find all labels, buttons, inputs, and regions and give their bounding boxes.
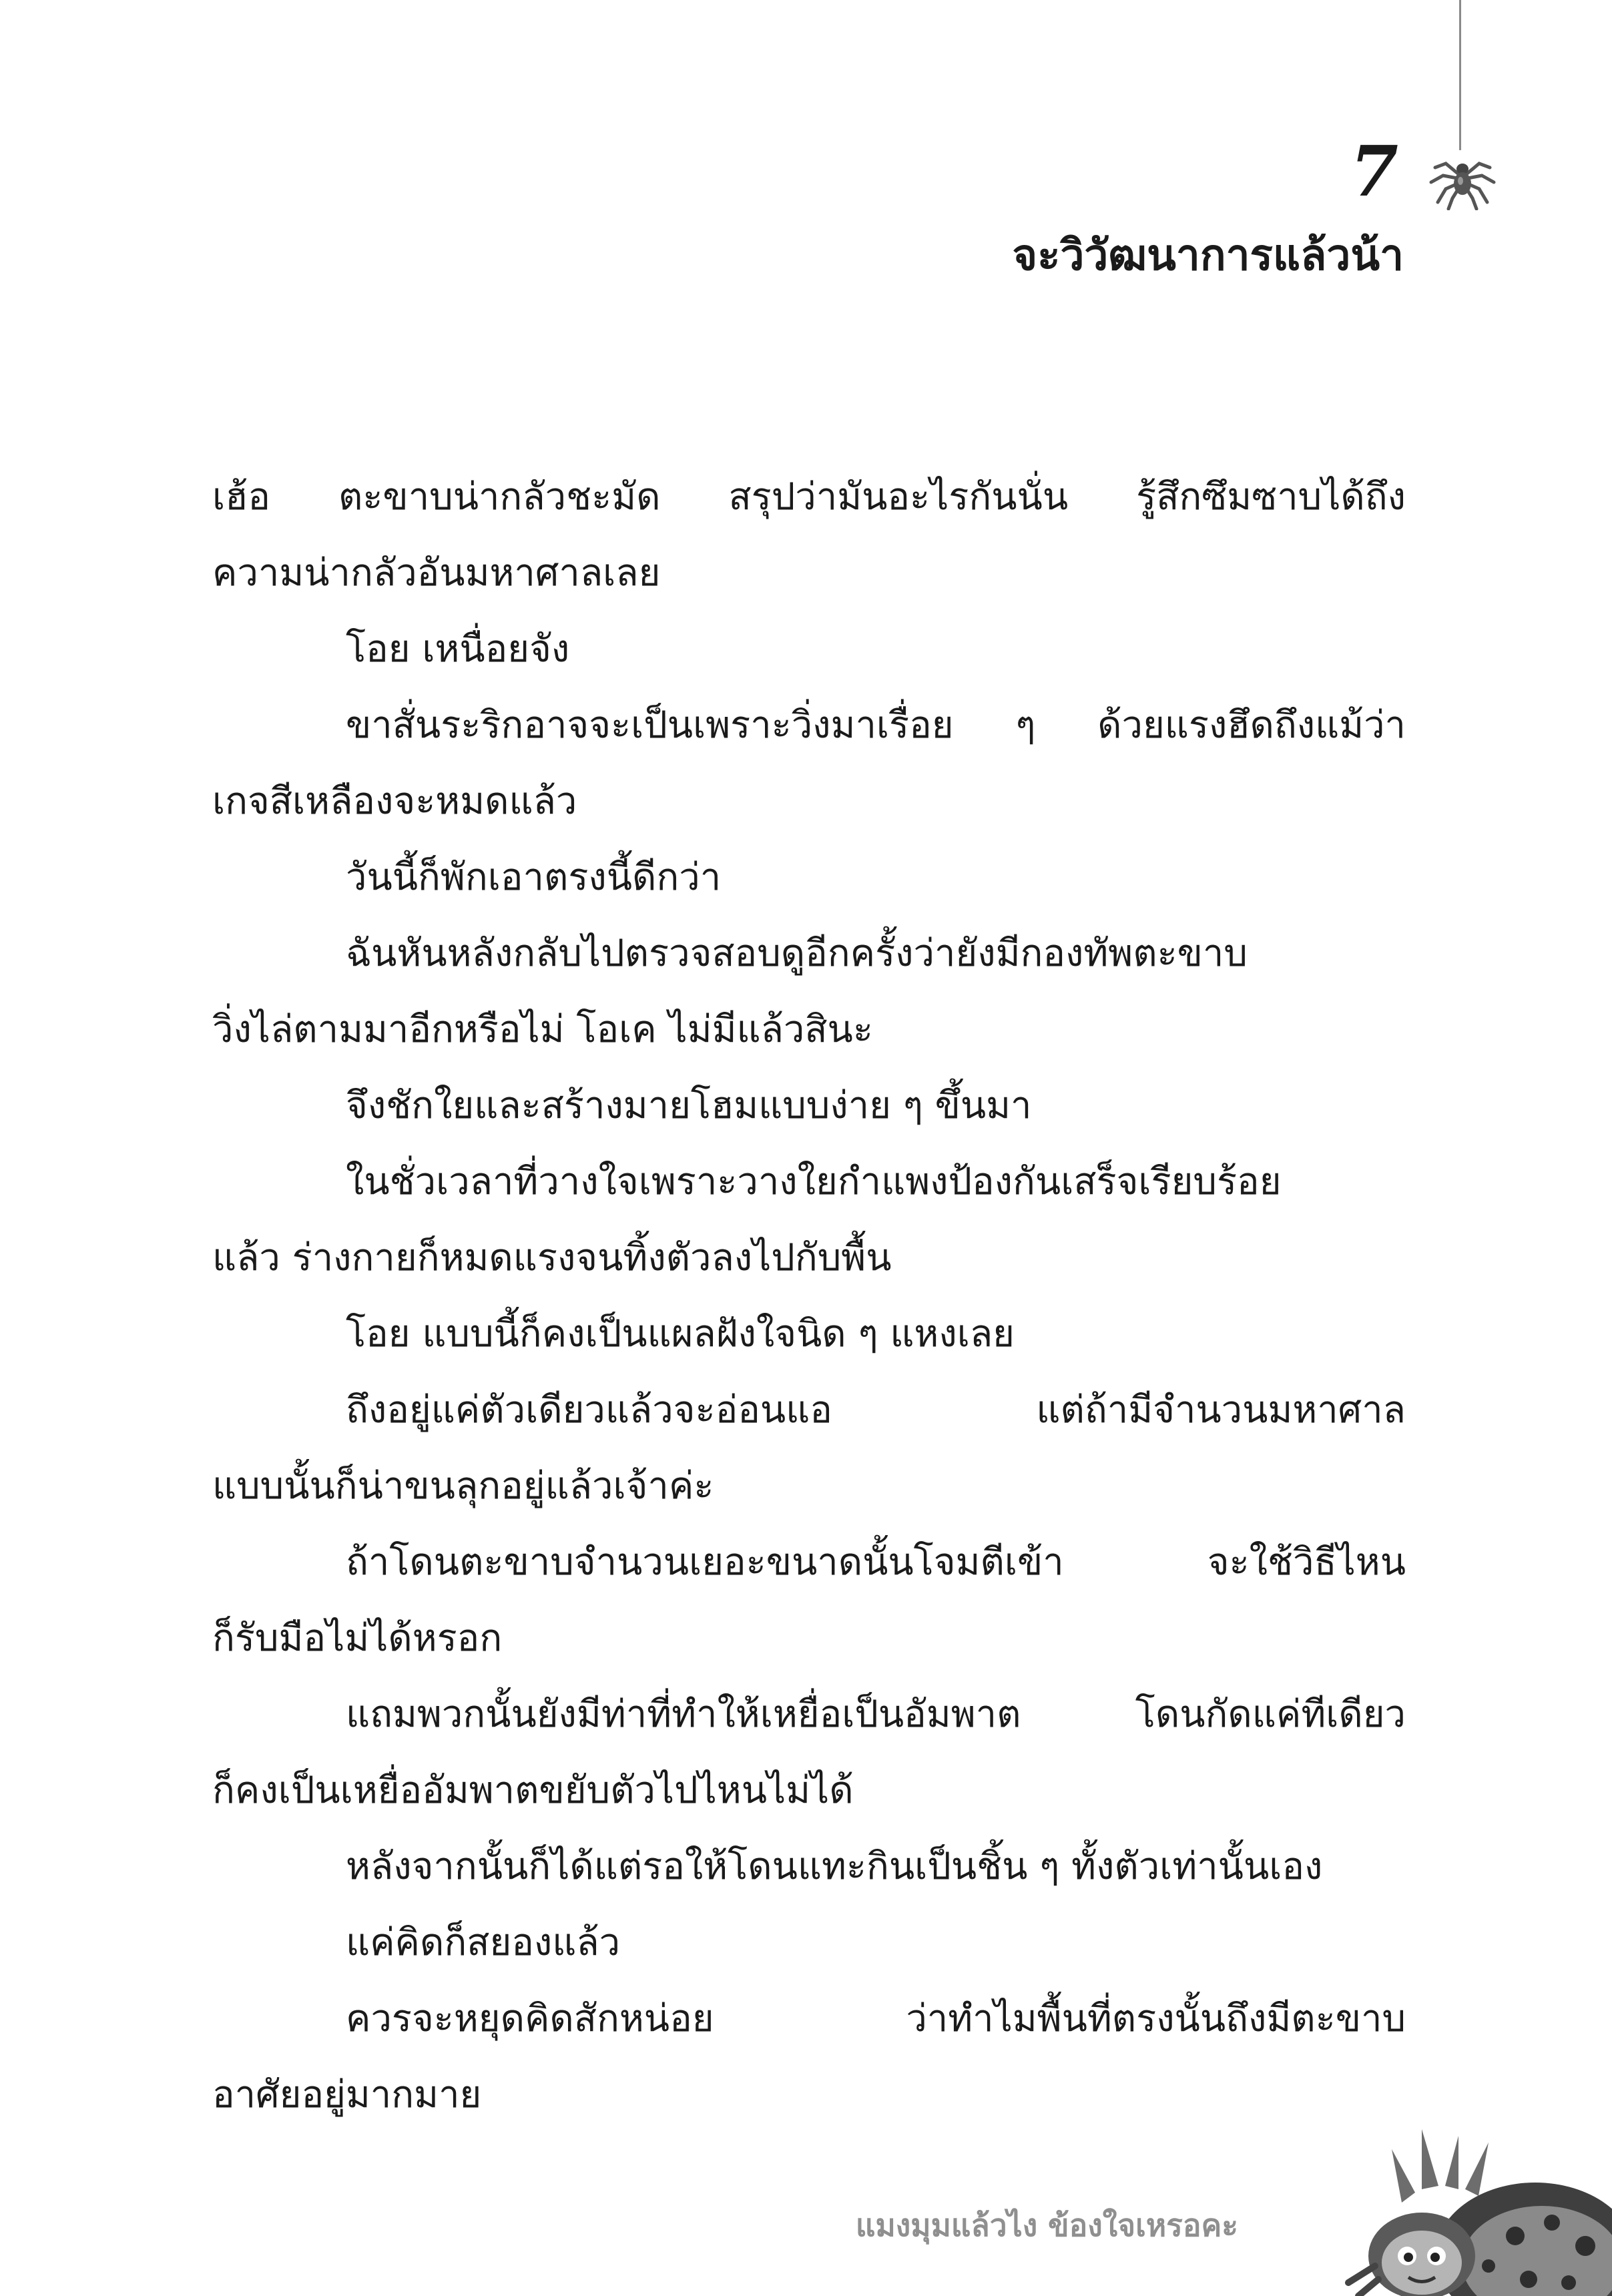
chapter-body bbox=[212, 459, 1406, 2133]
paragraph-line: ก็คงเป็นเหยื่ออัมพาตขยับตัวไปไหนไม่ได้ bbox=[212, 1769, 854, 1812]
paragraph-line: แบบนั้นก็น่าขนลุกอยู่แล้วเจ้าค่ะ bbox=[212, 1464, 714, 1508]
chapter-number: 7 bbox=[1350, 130, 1398, 212]
paragraph-line: ก็รับมือไม่ได้หรอก bbox=[212, 1617, 503, 1660]
paragraph-line: วันนี้ก็พักเอาตรงนี้ดีกว่า bbox=[346, 856, 722, 899]
paragraph-line: เฮ้อ ตะขาบน่ากลัวชะมัด สรุปว่ามันอะไรกันนั่น รู้สึกซึมซาบได้ถึง bbox=[212, 475, 1406, 519]
paragraph-line: แค่คิดก็สยองแล้ว bbox=[346, 1921, 621, 1964]
paragraph-line: วิ่งไล่ตามมาอีกหรือไม่ โอเค ไม่มีแล้วสินะ bbox=[212, 1008, 873, 1051]
paragraph-line: ถ้าโดนตะขาบจำนวนเยอะขนาดนั้นโจมตีเข้า จะใช้วิธีไหน bbox=[346, 1540, 1406, 1584]
paragraph-line: เกจสีเหลืองจะหมดแล้ว bbox=[212, 780, 577, 823]
paragraph-line: โอย แบบนี้ก็คงเป็นแผลฝังใจนิด ๆ แหงเลย bbox=[346, 1312, 1015, 1356]
paragraph-line: ความน่ากลัวอันมหาศาลเลย bbox=[212, 551, 661, 595]
running-footer-book-title: แมงมุมแล้วไง ข้องใจเหรอคะ bbox=[855, 2207, 1238, 2243]
paragraph-line: ถึงอยู่แค่ตัวเดียวแล้วจะอ่อนแอ แต่ถ้ามีจำนวนมหาศาล bbox=[346, 1388, 1406, 1432]
chapter-title: จะวิวัฒนาการแล้วน้า bbox=[1012, 231, 1404, 280]
paragraph-line: ขาสั่นระริกอาจจะเป็นเพราะวิ่งมาเรื่อย ๆ ด้วยแรงฮึดถึงแม้ว่า bbox=[346, 703, 1406, 747]
paragraph-line: หลังจากนั้นก็ได้แต่รอให้โดนแทะกินเป็นชิ้น ๆ ทั้งตัวเท่านั้นเอง bbox=[346, 1845, 1323, 1888]
paragraph-line: ฉันหันหลังกลับไปตรวจสอบดูอีกครั้งว่ายังมีกองทัพตะขาบ bbox=[346, 932, 1248, 975]
paragraph-line: ในชั่วเวลาที่วางใจเพราะวางใยกำแพงป้องกันเสร็จเรียบร้อย bbox=[346, 1160, 1282, 1203]
paragraph-line: จึงชักใยและสร้างมายโฮมแบบง่าย ๆ ขึ้นมา bbox=[346, 1084, 1032, 1127]
spider-thread bbox=[1459, 0, 1461, 150]
paragraph-line: แล้ว ร่างกายก็หมดแรงจนทิ้งตัวลงไปกับพื้น bbox=[212, 1236, 892, 1279]
spider-mascot-illustration bbox=[1322, 2122, 1612, 2296]
paragraph-line: แถมพวกนั้นยังมีท่าที่ทำให้เหยื่อเป็นอัมพาต โดนกัดแค่ทีเดียว bbox=[346, 1693, 1406, 1736]
paragraph-line: ควรจะหยุดคิดสักหน่อย ว่าทำไมพื้นที่ตรงนั้นถึงมีตะขาบ bbox=[346, 1997, 1406, 2040]
paragraph-line: อาศัยอยู่มากมาย bbox=[212, 2073, 482, 2116]
paragraph-line: โอย เหนื่อยจัง bbox=[346, 627, 570, 671]
spider-icon bbox=[1426, 144, 1499, 210]
